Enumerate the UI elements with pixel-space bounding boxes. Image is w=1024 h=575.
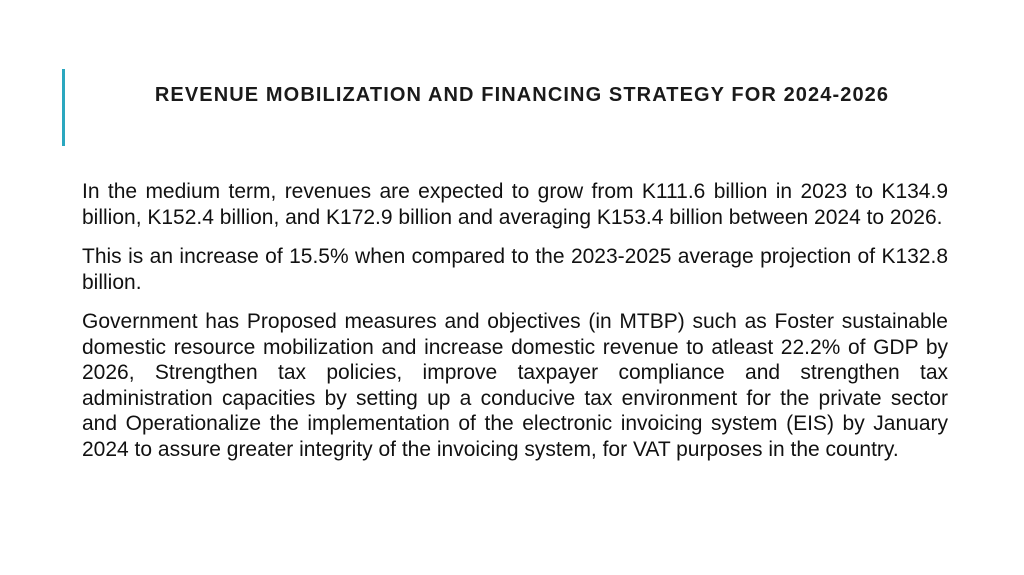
slide-title: REVENUE MOBILIZATION AND FINANCING STRATEGY FOR 2024-2026 xyxy=(154,84,890,106)
paragraph-revenue-growth: In the medium term, revenues are expected to grow from K111.6 billion in 2023 to K134.9 billion, K152.4 billion, and K172.9 billion and averaging K153.4 billion between 2024 to 2026. xyxy=(82,180,948,229)
paragraph-government-measures: Government has Proposed measures and objectives (in MTBP) such as Foster sustainable domestic resource mobilization and increase domestic revenue to atleast 22.2% of GDP by 2026, Strengthen tax policies, improve taxpayer compliance and strengthen tax administration capacities by setting up a conducive tax environment for the private sector and Operationalize the implementation of the electronic invoicing system (EIS) by January 2024 to assure greater integrity of the invoicing system, for VAT purposes in the country. xyxy=(82,310,948,461)
paragraph-increase: This is an increase of 15.5% when compared to the 2023-2025 average projection of K132.8 billion. xyxy=(82,245,948,294)
title-accent-bar xyxy=(62,69,65,146)
slide-body xyxy=(82,179,948,476)
